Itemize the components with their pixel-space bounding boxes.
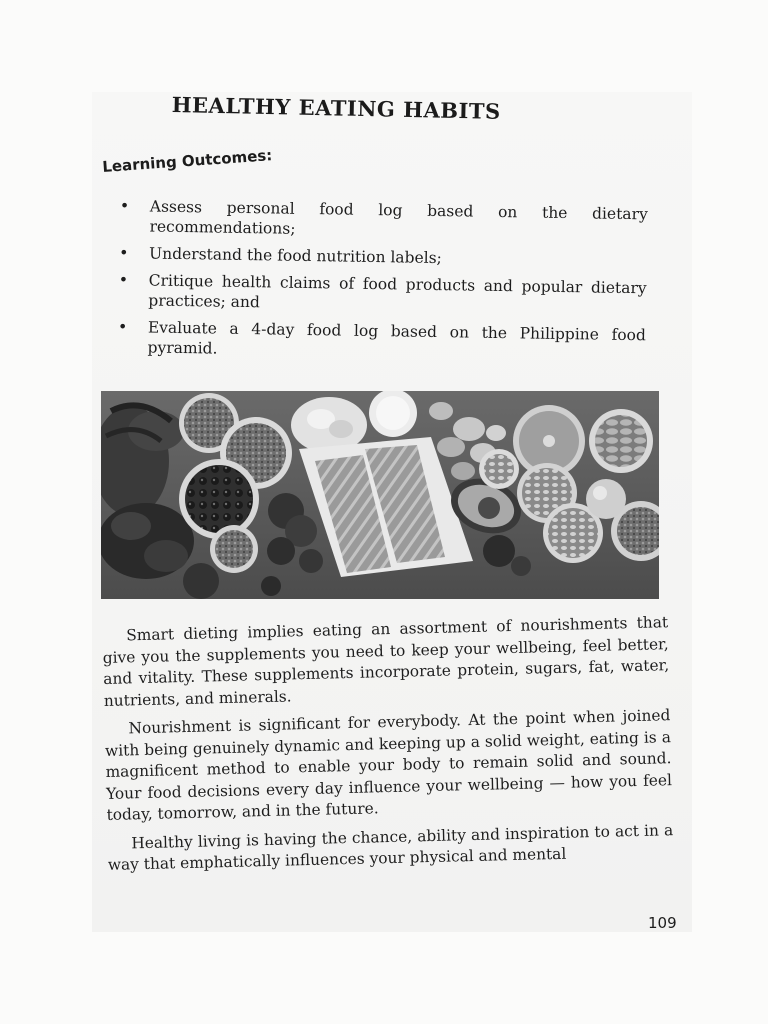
list-item (117, 243, 647, 271)
learning-outcomes-heading: Learning Outcomes: (101, 146, 273, 176)
outcome-text: Assess personal food log based on the dietary recommendations; (149, 197, 648, 238)
page-number: 109 (648, 914, 677, 932)
outcome-text: Critique health claims of food products and popular dietary practices; and (148, 271, 647, 312)
outcome-text: Understand the food nutrition labels; (148, 244, 443, 268)
bullet-icon: • (118, 270, 129, 290)
outcome-text: Evaluate a 4-day food log based on the Philippine food pyramid. (147, 318, 647, 358)
chapter-title: HEALTHY EATING HABITS (171, 92, 501, 124)
paragraph: Healthy living is having the chance, ability and inspiration to act in a way that emphatically influences your physical and mental (107, 820, 674, 874)
list-item (115, 317, 646, 365)
kale (101, 503, 194, 579)
list-item (117, 196, 648, 244)
healthy-food-photo (101, 391, 659, 599)
learning-outcomes-list (115, 196, 648, 372)
bullet-icon: • (117, 317, 128, 337)
food-illustration (101, 391, 659, 599)
list-item (116, 270, 647, 318)
bullet-icon: • (118, 243, 129, 263)
paragraph: Nourishment is significant for everybody. At the point when joined with being genuinely dynamic and keeping up a solid weight, eating is a magnificent method to enable your body to remain solid and sound. Your food decisions every day influence your wellbeing — how you feel today, tomorrow, and in the future. (104, 706, 673, 824)
bullet-icon: • (119, 196, 130, 216)
paragraph: Smart dieting implies eating an assortment of nourishments that give you the supplements you need to keep your wellbeing, feel better, and vitality. These supplements incorporate protein, sugars, fat, water, nutrients, and minerals. (102, 613, 670, 710)
body-text (102, 612, 674, 883)
